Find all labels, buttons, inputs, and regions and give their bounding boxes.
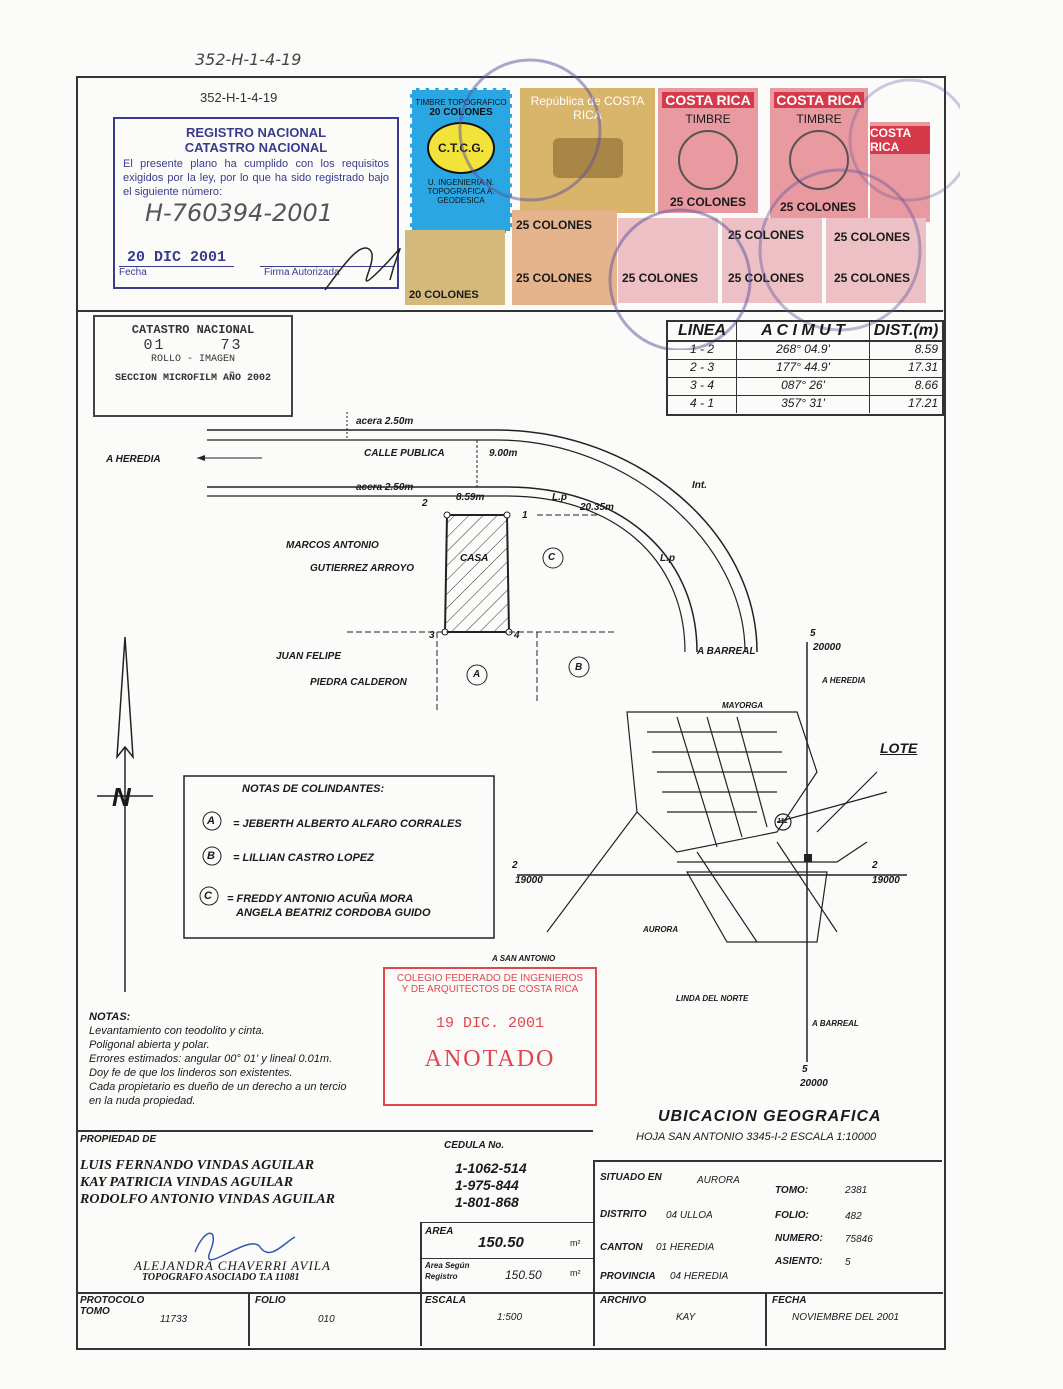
north-arrow-icon: N [112,782,131,812]
numero-label: NUMERO: [775,1233,823,1244]
colegio-l2: Y DE ARQUITECTOS DE COSTA RICA [401,984,579,995]
microfilm-section: SECCION MICROFILM AÑO 2002 [114,373,272,384]
stamp-25-e2-label: 25 COLONES [728,271,805,285]
acera-top-label: acera 2.50m [356,416,414,427]
bearings-row [668,342,942,360]
bearings-cell: 17.21 [907,396,938,410]
stamp-25-a2-label: 25 COLONES [516,271,593,285]
topografo-title: TOPOGRAFO ASOCIADO T.A 11081 [142,1272,300,1283]
costa-rica-label-2: COSTA RICA [774,92,864,108]
colegio-l1: COLEGIO FEDERADO DE INGENIEROS [396,973,584,984]
asiento-value: 5 [845,1257,851,1268]
acera-bottom-label: acera 2.50m [356,482,414,493]
area-vline [420,1222,422,1292]
loc-coord-5-bottom: 5 [802,1064,808,1075]
stamp-25-d-label: 25 COLONES [622,271,699,285]
bearings-cell: 357° 31' [737,396,870,413]
notas-l5: Cada propietario es dueño de un derecho a un tercio [89,1081,347,1093]
area-label: AREA [425,1226,454,1237]
notas-title: NOTAS: [89,1011,131,1023]
mark-a: A [473,669,481,680]
timbre-topo-value: 20 COLONES [429,107,493,118]
loc-coord-19000-left: 19000 [515,875,543,886]
bearings-row [668,396,942,413]
notas-colindantes-title: NOTAS DE COLINDANTES: [242,783,385,795]
footer-tomo-label: TOMO [80,1306,110,1317]
dist-label: 20.35m [580,502,614,513]
lp-label-1: L.p [552,492,567,503]
tomo-label: TOMO: [775,1185,809,1196]
numero-value: 75846 [845,1234,873,1245]
stamp-25-a-label: 25 COLONES [516,218,593,232]
costa-rica-label-3: COSTA RICA [870,126,930,154]
loc-road-111: 111 [777,818,788,825]
notas-l1: Levantamiento con teodolito y cinta. [89,1025,265,1037]
bearings-cell: 8.66 [914,378,938,392]
colegio-stamp [383,967,597,1106]
int-label: Int. [692,480,707,491]
timbre-topo-top: TIMBRE TOPOGRAFICO [415,98,507,107]
situado-label: SITUADO EN [600,1172,662,1183]
loc-a-barreal-bottom: A BARREAL [812,1019,859,1028]
colindante-a: = JEBERTH ALBERTO ALFARO CORRALES [233,818,462,830]
neighbor-1a: MARCOS ANTONIO [286,540,379,551]
microfilm-title: CATASTRO NACIONAL [131,323,255,337]
calle-label: CALLE PUBLICA [364,448,445,459]
loc-coord-2-right: 2 [872,860,878,871]
stamp-25-f-label: 25 COLONES [834,230,911,244]
stamp-25-c-label: 25 COLONES [780,200,857,214]
ubicacion-title: UBICACION GEOGRAFICA [658,1108,882,1125]
top-ref-handwritten: 352-H-1-4-19 [195,50,302,69]
owner-cedula: 1-975-844 [455,1177,519,1193]
bearings-header-acimut: A C I M U T [737,322,870,340]
canton-label: CANTON [600,1242,643,1253]
footer-archivo-value: KAY [676,1312,696,1323]
loc-coord-2-left: 2 [512,860,518,871]
provincia-label: PROVINCIA [600,1271,656,1282]
notas-block [89,1010,346,1108]
owner-name: RODOLFO ANTONIO VINDAS AGUILAR [80,1192,336,1207]
registro-date: 20 DIC 2001 [127,249,227,266]
neighbor-2b: PIEDRA CALDERON [310,677,407,688]
point-4: 4 [514,630,520,641]
loc-coord-20000-bottom: 20000 [800,1078,828,1089]
ubicacion-subtitle: HOJA SAN ANTONIO 3345-I-2 ESCALA 1:10000 [636,1131,877,1143]
footer-v2 [420,1292,422,1346]
footer-v3 [765,1292,767,1346]
footer-escala-label: ESCALA [425,1295,467,1306]
situado-value: AURORA [697,1175,740,1186]
owner-cedula: 1-801-868 [455,1194,519,1210]
colegio-anotado: ANOTADO [424,1046,556,1072]
area-mid-line [420,1258,593,1259]
footer-archivo-label: ARCHIVO [600,1295,647,1306]
notas-l6: en la nuda propiedad. [89,1095,196,1107]
bearings-cell: 268° 04.9' [737,342,870,359]
neighbor-1b: GUTIERREZ ARROYO [310,563,415,574]
bearings-cell: 177° 44.9' [737,360,870,377]
footer-escala-value: 1:500 [497,1312,523,1323]
distrito-value: 04 ULLOA [666,1210,713,1221]
mark-c: C [548,552,556,563]
loc-a-barreal-top: A BARREAL [697,646,756,657]
canton-value: 01 HEREDIA [656,1242,715,1253]
colegio-date: 19 DIC. 2001 [435,1015,545,1032]
point-3: 3 [429,630,435,641]
mark-b: B [575,662,583,673]
firma-label: Firma Autorizada [260,266,394,278]
asiento-label: ASIENTO: [775,1256,823,1267]
timbre-topo-bottom: U. INGENIERIA N. TOPOGRAFICA A. GEODESICA [427,178,495,205]
distrito-label: DISTRITO [600,1209,647,1220]
folio-value: 482 [845,1211,862,1222]
cancellation-marks [440,50,960,350]
calle-width-label: 9.00m [489,448,518,459]
titleblock-right-top-line [593,1160,942,1162]
loc-lote: LOTE [880,740,918,756]
topografo-signature [190,1222,300,1262]
fecha-label: Fecha [119,266,234,278]
protocolo-label: PROTOCOLO [80,1295,145,1306]
owner-name: LUIS FERNANDO VINDAS AGUILAR [80,1158,315,1173]
loc-a-heredia: A HEREDIA [822,676,866,685]
signature-scribble [320,230,410,310]
bearings-header-dist: DIST.(m) [873,322,939,339]
footer-folio-label: FOLIO [255,1295,286,1306]
notas-l2: Poligonal abierta y polar. [89,1039,210,1051]
titleblock-right-vline [593,1160,595,1346]
tomo-value: 2381 [845,1185,868,1196]
bearings-row [668,378,942,396]
footer-tomo-value: 11733 [160,1314,188,1325]
bearings-cell: 2 - 3 [668,360,737,377]
loc-linda-del-norte: LINDA DEL NORTE [676,994,749,1003]
survey-plan-sheet: 352-H-1-4-19 352-H-1-4-19 REGISTRO NACIONAL CATASTRO NACIONAL El presente plano ha cumplido con los requisitos exigidos por la ley, por lo que ha sido registrado bajo el siguiente número: H-760394-2001 20 DIC 2001 Fecha Firma Autorizada TIMBRE TOPOGRAFICO 20 COLONES C.T.C.G. U. INGENIERIA N. TOPOGRAFICA A. GEODESICA 20 COLONES República de COSTA RICA 25 COLONES 25 COLONES COSTA RICA TIMBRE 25 COLONES COSTA RICA TIMBRE 25 COLONES COSTA RICA 25 COLONES 25 COLONES 25 COLONES 25 COLONES 25 COLONES CATASTRO NACIONAL 01 73 ROLLO - IMAGEN SECCION MICROFILM AÑO 2002 LINEA A C I M U T DIST.(m) 1 - 2 268° 04.9' 8.59 2 - 3 177° 44.9' 17.31 3 - 4 087° 26' 8.66 4 - 1 357° 31' 17.21 acera 2.50m CALLE PUBLICA 9.00m A HEREDIA acera 2.50m 8.59m L.p 20.35m Int. L.p 2 1 3 4 CASA C A B MARCOS ANTONIO GUTIERREZ ARROYO JUAN FELIPE PIEDRA CALDERON N NOTAS DE COLINDANTES: A = JEBERTH ALBERTO ALFARO CORRALES B = LILLIAN CASTRO LOPEZ C = FREDDY ANTONIO ACUÑA MORA ANGELA BEATRIZ CORDOBA GUIDO A BARREAL 5 20000 A HEREDIA MAYORGA LOTE 111 2 19000 2 19000 AURORA A SAN ANTONIO LINDA DEL NORTE A BARREAL 5 20000 UBICACION GEOGRAFICA HOJA SAN ANTONIO 3345-I-2 ESCALA 1:10000 NOTAS: Levantamiento con teodolito y cinta. Poligonal abierta y polar. Errores estimados: angular 00° 01' y lineal 0.01m. Doy fe de que los linderos son existentes. Cada propietario es dueño de un derecho a un tercio en la nuda propiedad. COLEGIO FEDERADO DE INGENIEROS Y DE ARQUITECTOS DE COSTA RICA 19 DIC. 2001 ANOTADO PROPIEDAD DE CEDULA No. LUIS FERNANDO VINDAS AGUILAR 1-1062-514 KAY PATRICIA VINDAS AGUILAR 1-975-844 RODOLFO ANTONIO VINDAS AGUILAR 1-801-868 ALEJANDRA CHAVERRI AVILA TOPOGRAFO ASOCIADO T.A 11081 AREA 150.50 m² Area Según Registro 150.50 m² SITUADO EN AURORA DISTRITO 04 ULLOA CANTON 01 HEREDIA PROVINCIA 04 HEREDIA TOMO: 2381 FOLIO: 482 NUMERO: 75846 ASIENTO: 5 PROTOCOLO TOMO 11733 FOLIO 010 ESCALA 1:500 ARCHIVO KAY FECHA NOVIEMBRE DEL 2001 [0,0,1063,1389]
colindante-b: = LILLIAN CASTRO LOPEZ [233,852,374,864]
topografo-name: ALEJANDRA CHAVERRI AVILA [134,1258,331,1273]
costa-rica-label-1: COSTA RICA [662,92,754,108]
footer-fecha-value: NOVIEMBRE DEL 2001 [792,1312,900,1323]
front-dim-label: 8.59m [456,492,485,503]
registro-line1: REGISTRO NACIONAL [185,125,327,140]
colindante-c2: ANGELA BEATRIZ CORDOBA GUIDO [236,907,431,919]
area-value: 150.50 [478,1234,524,1251]
stamp-25-b-label: 25 COLONES [670,195,747,209]
titleblock-top-line [77,1130,593,1132]
area-segun-label1: Area Según [425,1261,470,1270]
loc-coord-5-top: 5 [810,628,816,639]
microfilm-image: 73 [220,337,243,354]
notas-l4: Doy fe de que los linderos son existentes. [89,1067,293,1079]
lp-label-2: L.p [660,553,675,564]
loc-aurora: AURORA [643,925,679,934]
top-ref-printed: 352-H-1-4-19 [200,90,278,105]
bearings-table [666,320,944,416]
area-unit: m² [570,1238,581,1248]
microfilm-roll: 01 [143,337,166,354]
timbre-label-2: TIMBRE [796,112,842,126]
cedula-label: CEDULA No. [444,1140,505,1151]
stamp-25-e-label: 25 COLONES [728,228,805,242]
footer-v1 [248,1292,250,1346]
registro-line2: CATASTRO NACIONAL [184,140,328,155]
bearings-cell: 8.59 [914,342,938,356]
point-1: 1 [522,510,528,521]
republica-label: República de COSTA RICA [530,94,645,122]
footer-folio-value: 010 [318,1314,335,1325]
stamp-20-label: 20 COLONES [409,289,479,301]
folio-label: FOLIO: [775,1210,809,1221]
timbre-label-1: TIMBRE [685,112,731,126]
stamp-25-f2-label: 25 COLONES [834,271,911,285]
propiedad-label: PROPIEDAD DE [80,1134,157,1145]
owner-name: KAY PATRICIA VINDAS AGUILAR [80,1175,294,1190]
area-segun-unit: m² [570,1268,581,1278]
area-segun-value: 150.50 [505,1268,542,1282]
loc-mayorga: MAYORGA [722,701,764,710]
loc-coord-20000-top: 20000 [813,642,841,653]
provincia-value: 04 HEREDIA [670,1271,729,1282]
ctcg-logo: C.T.C.G. [427,122,495,174]
a-heredia-label: A HEREDIA [106,454,161,465]
area-top-line [420,1222,593,1223]
microfilm-roll-label: ROLLO - IMAGEN [150,354,235,365]
owner-cedula: 1-1062-514 [455,1160,527,1176]
neighbor-2a: JUAN FELIPE [276,651,342,662]
colindante-c1: = FREDDY ANTONIO ACUÑA MORA [227,893,414,905]
bearings-row [668,360,942,378]
footer-top-line [77,1292,943,1294]
bearings-header-linea: LINEA [668,322,737,340]
bearings-cell: 1 - 2 [668,342,737,359]
loc-coord-19000-right: 19000 [872,875,900,886]
bearings-cell: 17.31 [907,360,938,374]
bearings-cell: 3 - 4 [668,378,737,395]
notas-l3: Errores estimados: angular 00° 01' y lineal 0.01m. [89,1053,333,1065]
footer-fecha-label: FECHA [772,1295,807,1306]
registro-body: El presente plano ha cumplido con los requisitos exigidos por la ley, por lo que ha sido registrado bajo el siguiente número: [123,158,389,198]
casa-label: CASA [460,553,489,564]
point-2: 2 [422,498,428,509]
microfilm-stamp [93,315,293,417]
bearings-cell: 4 - 1 [668,396,737,413]
bearings-cell: 087° 26' [737,378,870,395]
area-segun-label2: Registro [425,1272,458,1281]
registro-number: H-760394-2001 [145,199,334,227]
loc-a-san-antonio: A SAN ANTONIO [492,954,556,963]
